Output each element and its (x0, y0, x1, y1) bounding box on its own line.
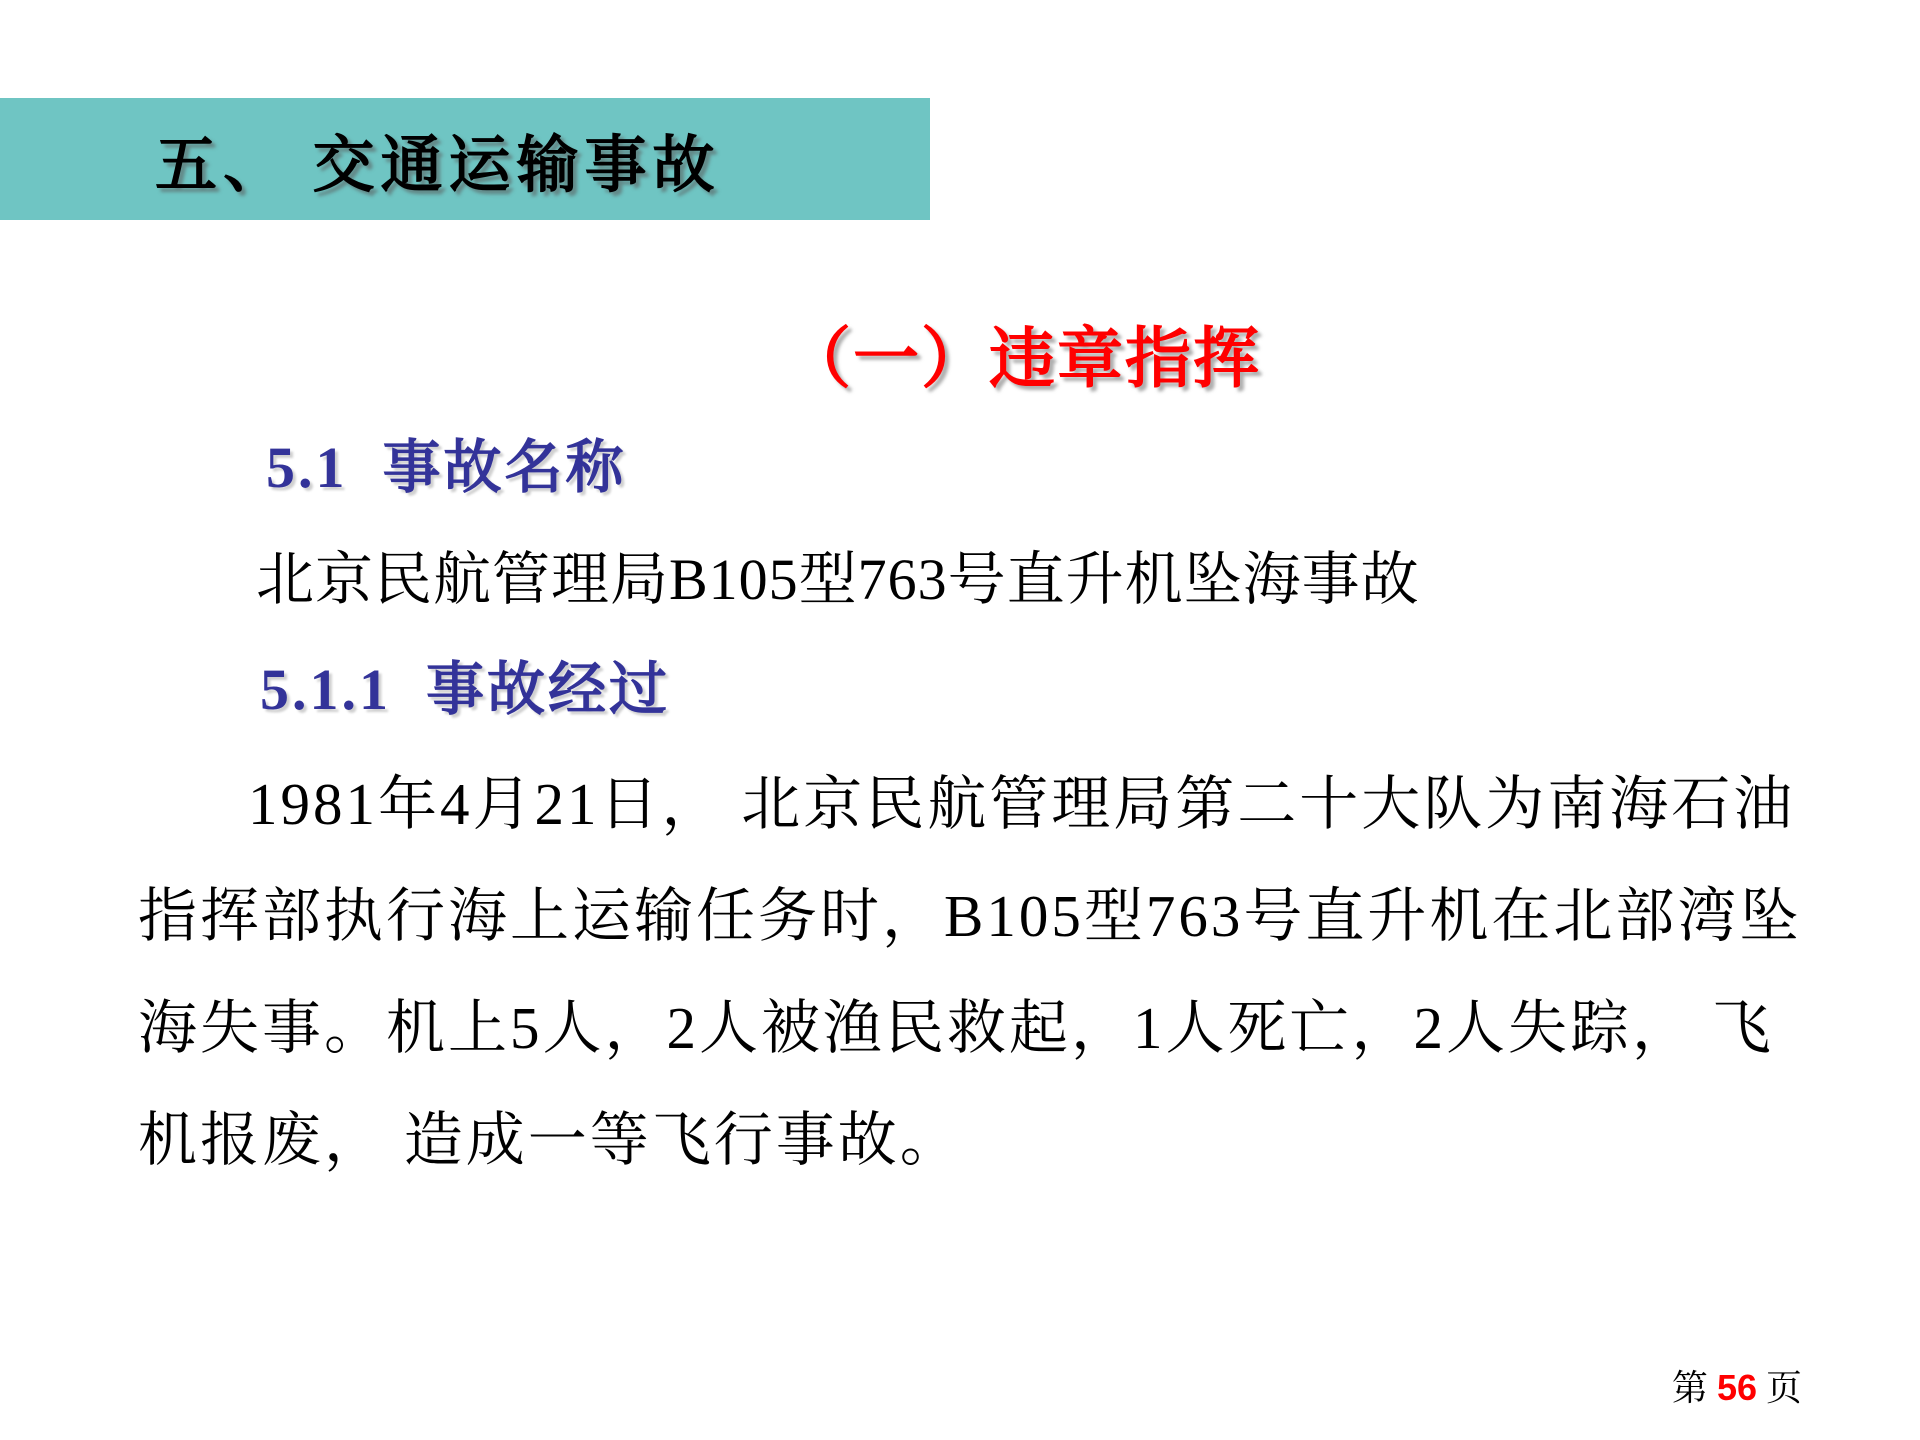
page-footer (1636, 1318, 1802, 1440)
slide-header-bar (0, 98, 930, 220)
section-title: （一）违章指挥 (785, 323, 1261, 396)
page-footer-prefix: 第 (1671, 1368, 1717, 1408)
slide-chapter-title: 五、 交通运输事故 (155, 131, 721, 200)
page-footer-suffix: 页 (1756, 1368, 1802, 1408)
accident-description-paragraph (138, 748, 1838, 1196)
heading-accident-course: 5.1.1 事故经过 (260, 657, 671, 722)
paragraph-line: 海失事。机上5人，2人被渔民救起，1人死亡，2人失踪， 飞 (138, 995, 1774, 1061)
paragraph-line: 1981年4月21日， 北京民航管理局第二十大队为南海石油 (248, 771, 1796, 837)
accident-name-text: 北京民航管理局B105型763号直升机坠海事故 (256, 547, 1420, 612)
paragraph-line: 指挥部执行海上运输任务时，B105型763号直升机在北部湾坠 (138, 883, 1802, 949)
heading-accident-name: 5.1 事故名称 (266, 435, 627, 500)
paragraph-line: 机报废， 造成一等飞行事故。 (138, 1107, 962, 1173)
page-number: 56 (1716, 1367, 1757, 1408)
